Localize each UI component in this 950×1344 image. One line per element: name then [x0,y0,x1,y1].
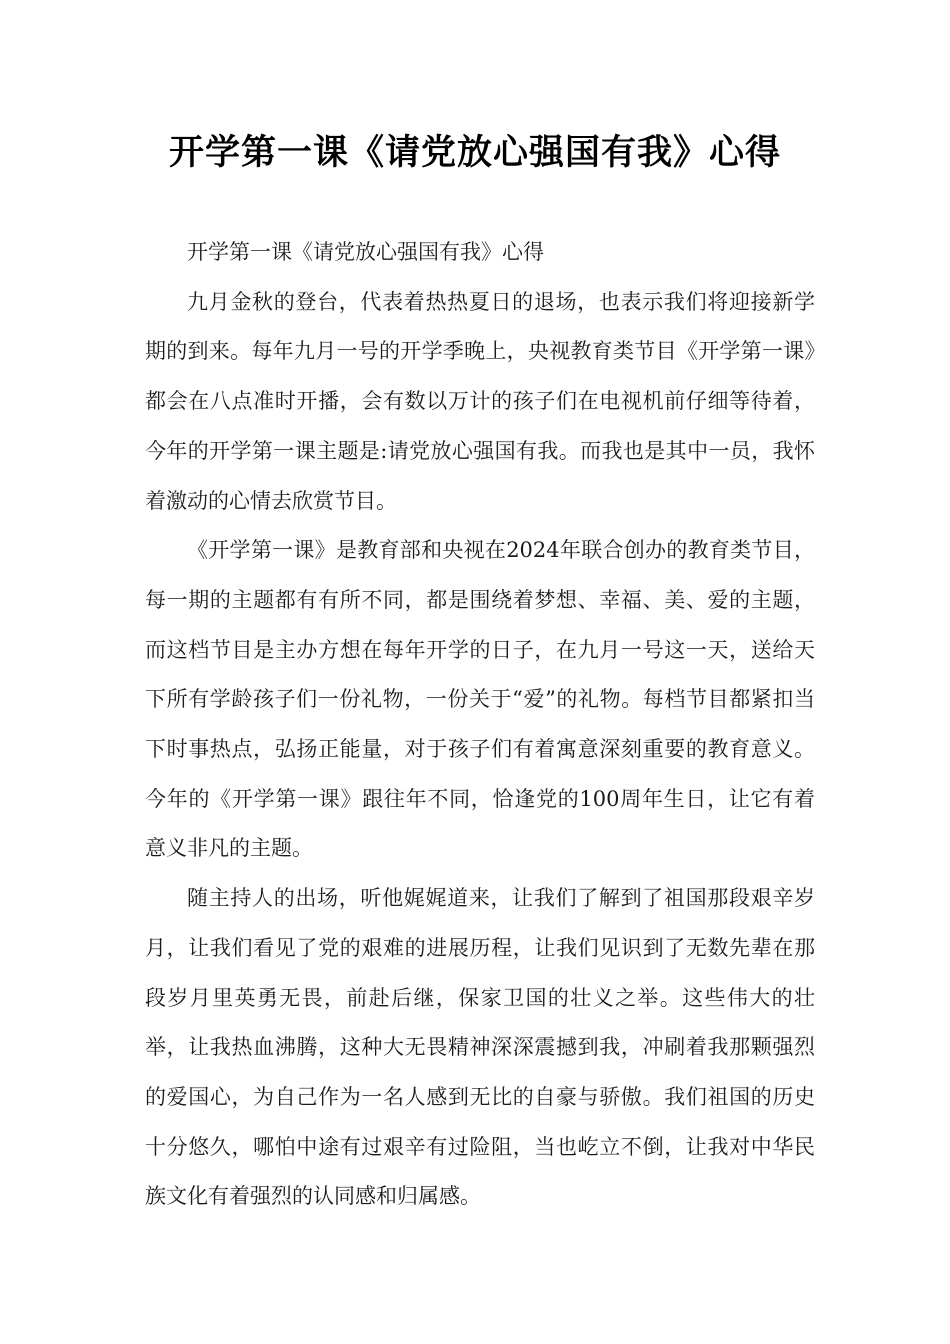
paragraph-2: 《开学第一课》是教育部和央视在2024年联合创办的教育类节目，每一期的主题都有有所不同，都是围绕着梦想、幸福、美、爱的主题，而这档节目是主办方想在每年开学的日子，在九月一号这一天，送给天下所有学龄孩子们一份礼物，一份关于“爱”的礼物。每档节目都紧扣当下时事热点，弘扬正能量，对于孩子们有着寓意深刻重要的教育意义。今年的《开学第一课》跟往年不同，恰逢党的100周年生日，让它有着意义非凡的主题。 [145,538,815,861]
paragraph-1: 九月金秋的登台，代表着热热夏日的退场，也表示我们将迎接新学期的到来。每年九月一号的开学季晚上，央视教育类节目《开学第一课》都会在八点准时开播，会有数以万计的孩子们在电视机前仔细等待着，今年的开学第一课主题是:请党放心强国有我。而我也是其中一员，我怀着激动的心情去欣赏节目。 [145,289,815,513]
document-body [145,228,815,1222]
paragraph-3: 随主持人的出场，听他娓娓道来，让我们了解到了祖国那段艰辛岁月，让我们看见了党的艰难的进展历程，让我们见识到了无数先辈在那段岁月里英勇无畏，前赴后继，保家卫国的壮义之举。这些伟大的壮举，让我热血沸腾，这种大无畏精神深深震撼到我，冲刷着我那颗强烈的爱国心，为自己作为一名人感到无比的自豪与骄傲。我们祖国的历史十分悠久，哪怕中途有过艰辛有过险阻，当也屹立不倒，让我对中华民族文化有着强烈的认同感和归属感。 [145,886,815,1209]
paragraph-subtitle: 开学第一课《请党放心强国有我》心得 [187,240,544,264]
document-title: 开学第一课《请党放心强国有我》心得 [168,133,781,173]
